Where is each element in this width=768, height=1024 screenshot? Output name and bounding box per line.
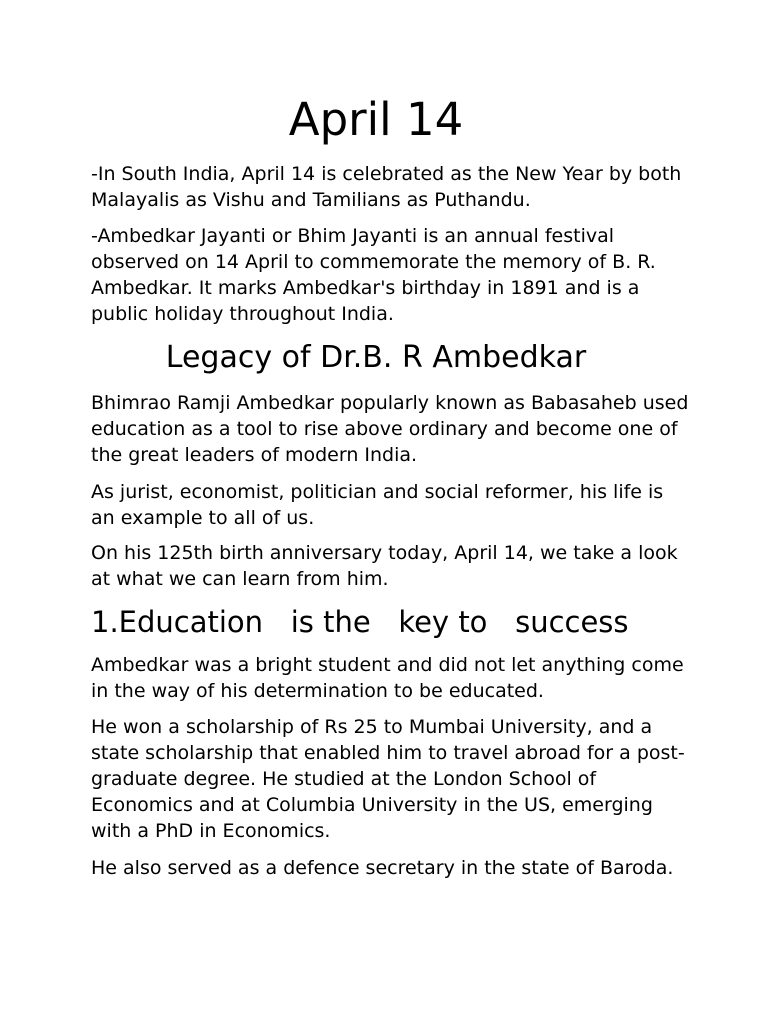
education-paragraph-1: Ambedkar was a bright student and did not let anything come in the way of his determination to be educated. [91,654,684,702]
education-heading: 1.Education is the key to success [91,605,629,639]
education-paragraph-2: He won a scholarship of Rs 25 to Mumbai University, and a state scholarship that enabled him to travel abroad for a post-graduate degree. He studied at the London School of Economics and at Columbia University in the US, emerging with a PhD in Economics. [91,716,685,842]
legacy-paragraph-3: On his 125th birth anniversary today, April 14, we take a look at what we can learn from him. [91,542,678,590]
education-paragraph-3: He also served as a defence secretary in the state of Baroda. [91,857,674,879]
intro-paragraph-2: -Ambedkar Jayanti or Bhim Jayanti is an annual festival observed on 14 April to commemorate the memory of B. R. Ambedkar. It marks Ambedkar's birthday in 1891 and is a public holiday throughout India. [91,225,656,325]
intro-paragraph-1: -In South India, April 14 is celebrated as the New Year by both Malayalis as Vishu and Tamilians as Puthandu. [91,163,682,211]
legacy-paragraph-2: As jurist, economist, politician and social reformer, his life is an example to all of us. [91,481,664,529]
legacy-heading: Legacy of Dr.B. R Ambedkar [165,340,587,375]
page-title: April 14 [288,93,464,146]
legacy-paragraph-1: Bhimrao Ramji Ambedkar popularly known as Babasaheb used education as a tool to rise above ordinary and become one of the great leaders of modern India. [91,392,689,466]
